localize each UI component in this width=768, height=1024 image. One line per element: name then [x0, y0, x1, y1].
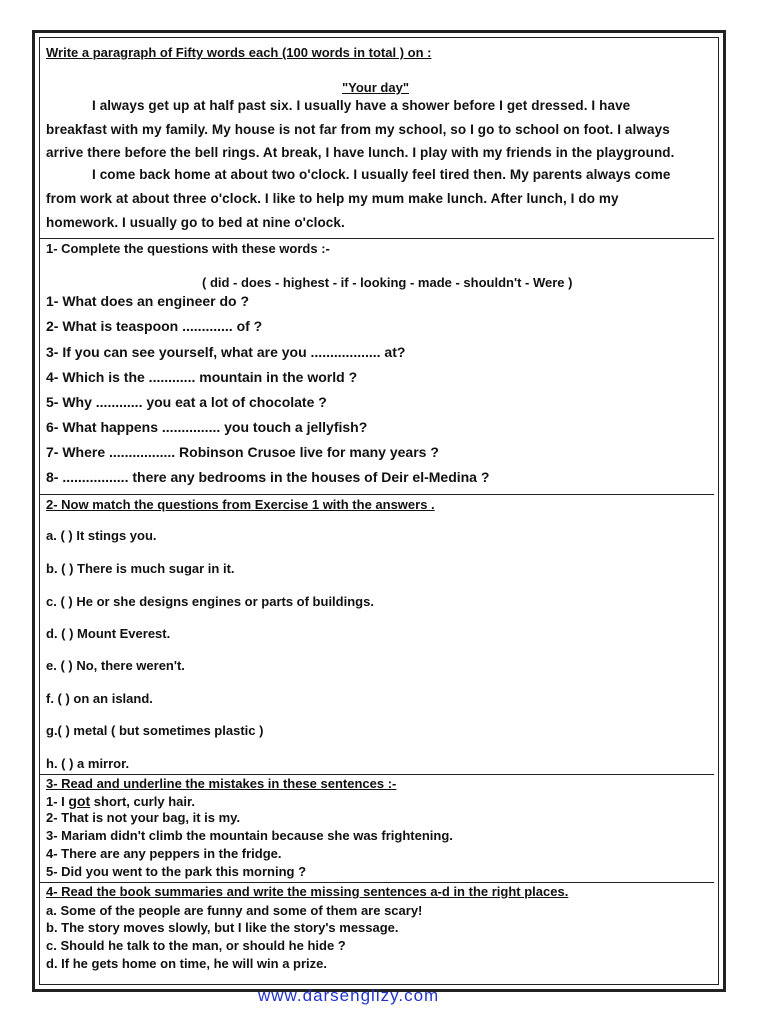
- paragraph-line: breakfast with my family. My house is not far from my school, so I go to school on foot. I always: [46, 122, 670, 137]
- word-bank: ( did - does - highest - if - looking - made - shouldn't - Were ): [202, 275, 573, 290]
- divider: [40, 882, 714, 883]
- answer-c: c. ( ) He or she designs engines or parts of buildings.: [46, 594, 374, 609]
- summary-d: d. If he gets home on time, he will win a prize.: [46, 956, 327, 971]
- answer-d: d. ( ) Mount Everest.: [46, 626, 171, 641]
- answer-g: g.( ) metal ( but sometimes plastic ): [46, 723, 264, 738]
- summary-b: b. The story moves slowly, but I like the story's message.: [46, 920, 399, 935]
- divider: [40, 238, 714, 239]
- section2-heading: 2- Now match the questions from Exercise 1 with the answers .: [46, 497, 435, 512]
- sentence-1-prefix: 1- I: [46, 794, 69, 809]
- answer-e: e. ( ) No, there weren't.: [46, 658, 185, 673]
- paragraph-line: from work at about three o'clock. I like to help my mum make lunch. After lunch, I do my: [46, 191, 619, 206]
- sentence-5: 5- Did you went to the park this morning ?: [46, 864, 307, 879]
- essay-title: "Your day": [342, 80, 409, 95]
- paragraph-line: I come back home at about two o'clock. I usually feel tired then. My parents always come: [92, 167, 671, 182]
- paragraph-line: arrive there before the bell rings. At break, I have lunch. I play with my friends in the playground.: [46, 145, 675, 160]
- paragraph-line: homework. I usually go to bed at nine o'clock.: [46, 215, 345, 230]
- section1-heading: 1- Complete the questions with these words :-: [46, 241, 330, 256]
- answer-f: f. ( ) on an island.: [46, 691, 153, 706]
- question-4: 4- Which is the ............ mountain in the world ?: [46, 369, 358, 385]
- question-1: 1- What does an engineer do ?: [46, 293, 250, 309]
- answer-a: a. ( ) It stings you.: [46, 528, 157, 543]
- question-6: 6- What happens ............... you touch a jellyfish?: [46, 419, 368, 435]
- sentence-4: 4- There are any peppers in the fridge.: [46, 846, 282, 861]
- answer-b: b. ( ) There is much sugar in it.: [46, 561, 235, 576]
- divider: [40, 774, 714, 775]
- sentence-3: 3- Mariam didn't climb the mountain because she was frightening.: [46, 828, 453, 843]
- question-3: 3- If you can see yourself, what are you .................. at?: [46, 344, 406, 360]
- website-url: www.darsenglizy.com: [258, 986, 440, 1005]
- divider: [40, 494, 714, 495]
- question-2: 2- What is teaspoon ............. of ?: [46, 318, 263, 334]
- answer-h: h. ( ) a mirror.: [46, 756, 130, 771]
- sentence-1: [46, 793, 195, 809]
- sentence-1-underlined-word: got: [68, 793, 91, 809]
- sentence-1-suffix: short, curly hair.: [90, 794, 195, 809]
- paragraph-line: I always get up at half past six. I usually have a shower before I get dressed. I have: [92, 98, 631, 113]
- question-8: 8- ................. there any bedrooms in the houses of Deir el-Medina ?: [46, 469, 490, 485]
- summary-a: a. Some of the people are funny and some of them are scary!: [46, 903, 423, 918]
- sentence-2: 2- That is not your bag, it is my.: [46, 810, 241, 825]
- question-7: 7- Where ................. Robinson Crusoe live for many years ?: [46, 444, 439, 460]
- question-5: 5- Why ............ you eat a lot of chocolate ?: [46, 394, 327, 410]
- section4-heading: 4- Read the book summaries and write the missing sentences a-d in the right places.: [46, 884, 569, 899]
- section3-heading: 3- Read and underline the mistakes in these sentences :-: [46, 776, 397, 791]
- instruction: Write a paragraph of Fifty words each (100 words in total ) on :: [46, 45, 432, 60]
- summary-c: c. Should he talk to the man, or should he hide ?: [46, 938, 346, 953]
